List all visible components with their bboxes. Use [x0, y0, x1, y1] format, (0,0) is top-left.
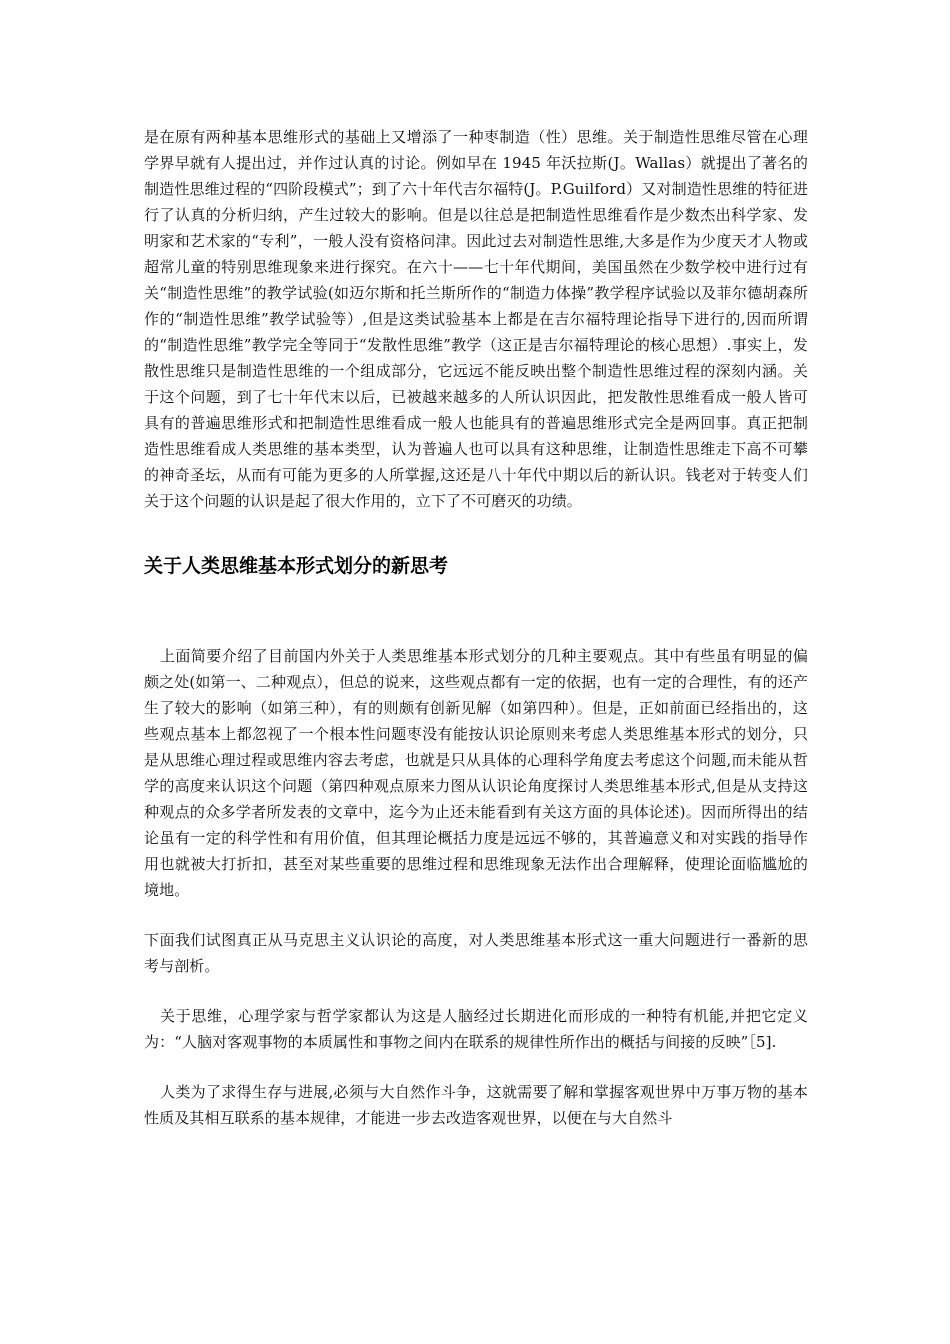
- section-spacer: [144, 580, 808, 643]
- body-paragraph-1: 上面简要介绍了目前国内外关于人类思维基本形式划分的几种主要观点。其中有些虽有明显的偏颇之处(如第一、二种观点），但总的说来，这些观点都有一定的依据，也有一定的合理性，有的还产生了较大的影响（如第三种），有的则颇有创新见解（如第四种）。但是，正如前面已经指出的，这些观点基本上都忽视了一个根本性问题枣没有能按认识论原则来考虑人类思维基本形式的划分，只是从思维心理过程或思维内容去考虑，也就是只从具体的心理科学角度去考虑这个问题,而未能从哲学的高度来认识这个问题（第四种观点原来力图从认识论角度探讨人类思维基本形式,但是从支持这种观点的众多学者所发表的文章中，迄今为止还未能看到有关这方面的具体论述)。因而所得出的结论虽有一定的科学性和有用价值，但其理论概括力度是远远不够的，其普遍意义和对实践的指导作用也就被大打折扣，甚至对某些重要的思维过程和思维现象无法作出合理解释，使理论面临尴尬的境地。: [144, 647, 808, 899]
- paragraph-spacer: [144, 903, 808, 927]
- section-heading: 关于人类思维基本形式划分的新思考: [144, 555, 449, 577]
- body-paragraph-4: 人类为了求得生存与进展,必须与大自然作斗争，这就需要了解和掌握客观世界中万事万物的基本性质及其相互联系的基本规律，才能进一步去改造客观世界，以便在与大自然斗: [144, 1083, 808, 1127]
- paragraph-spacer: [144, 979, 808, 1003]
- paragraph-spacer: [144, 1055, 808, 1079]
- document-page: [144, 124, 808, 1131]
- body-paragraph-3: 关于思维，心理学家与哲学家都认为这是人脑经过长期进化而形成的一种特有机能,并把它定义为：“人脑对客观事物的本质属性和事物之间内在联系的规律性所作出的概括与间接的反映”［5].: [144, 1007, 808, 1051]
- body-paragraph-intro: 是在原有两种基本思维形式的基础上又增添了一种枣制造（性）思维。关于制造性思维尽管在心理学界早就有人提出过，并作过认真的讨论。例如早在 1945 年沃拉斯(J。Wallas）就提出了著名的制造性思维过程的“四阶段模式”；到了六十年代吉尔福特(J。P.Guilford）又对制造性思维的特征进行了认真的分析归纳，产生过较大的影响。但是以往总是把制造性思维看作是少数杰出科学家、发明家和艺术家的“专利”，一般人没有资格问津。因此过去对制造性思维,大多是作为少度天才人物或超常儿童的特别思维现象来进行探究。在六十——七十年代期间，美国虽然在少数学校中进行过有关“制造性思维”的教学试验(如迈尔斯和托兰斯所作的“制造力体操”教学程序试验以及菲尔德胡森所作的“制造性思维”教学试验等）,但是这类试验基本上都是在吉尔福特理论指导下进行的,因而所谓的“制造性思维”教学完全等同于“发散性思维”教学（这正是吉尔福特理论的核心思想）.事实上，发散性思维只是制造性思维的一个组成部分，它远远不能反映出整个制造性思维过程的深刻内涵。关于这个问题，到了七十年代末以后，已被越来越多的人所认识因此，把发散性思维看成一般人皆可具有的普遍思维形式和把制造性思维看成一般人也能具有的普遍思维形式完全是两回事。真正把制造性思维看成人类思维的基本类型，认为普遍人也可以具有这种思维，让制造性思维走下高不可攀的神奇圣坛，从而有可能为更多的人所掌握,这还是八十年代中期以后的新认识。钱老对于转变人们关于这个问题的认识是起了很大作用的，立下了不可磨灭的功绩。: [144, 128, 808, 510]
- body-paragraph-2: 下面我们试图真正从马克思主义认识论的高度，对人类思维基本形式这一重大问题进行一番新的思考与剖析。: [144, 931, 808, 975]
